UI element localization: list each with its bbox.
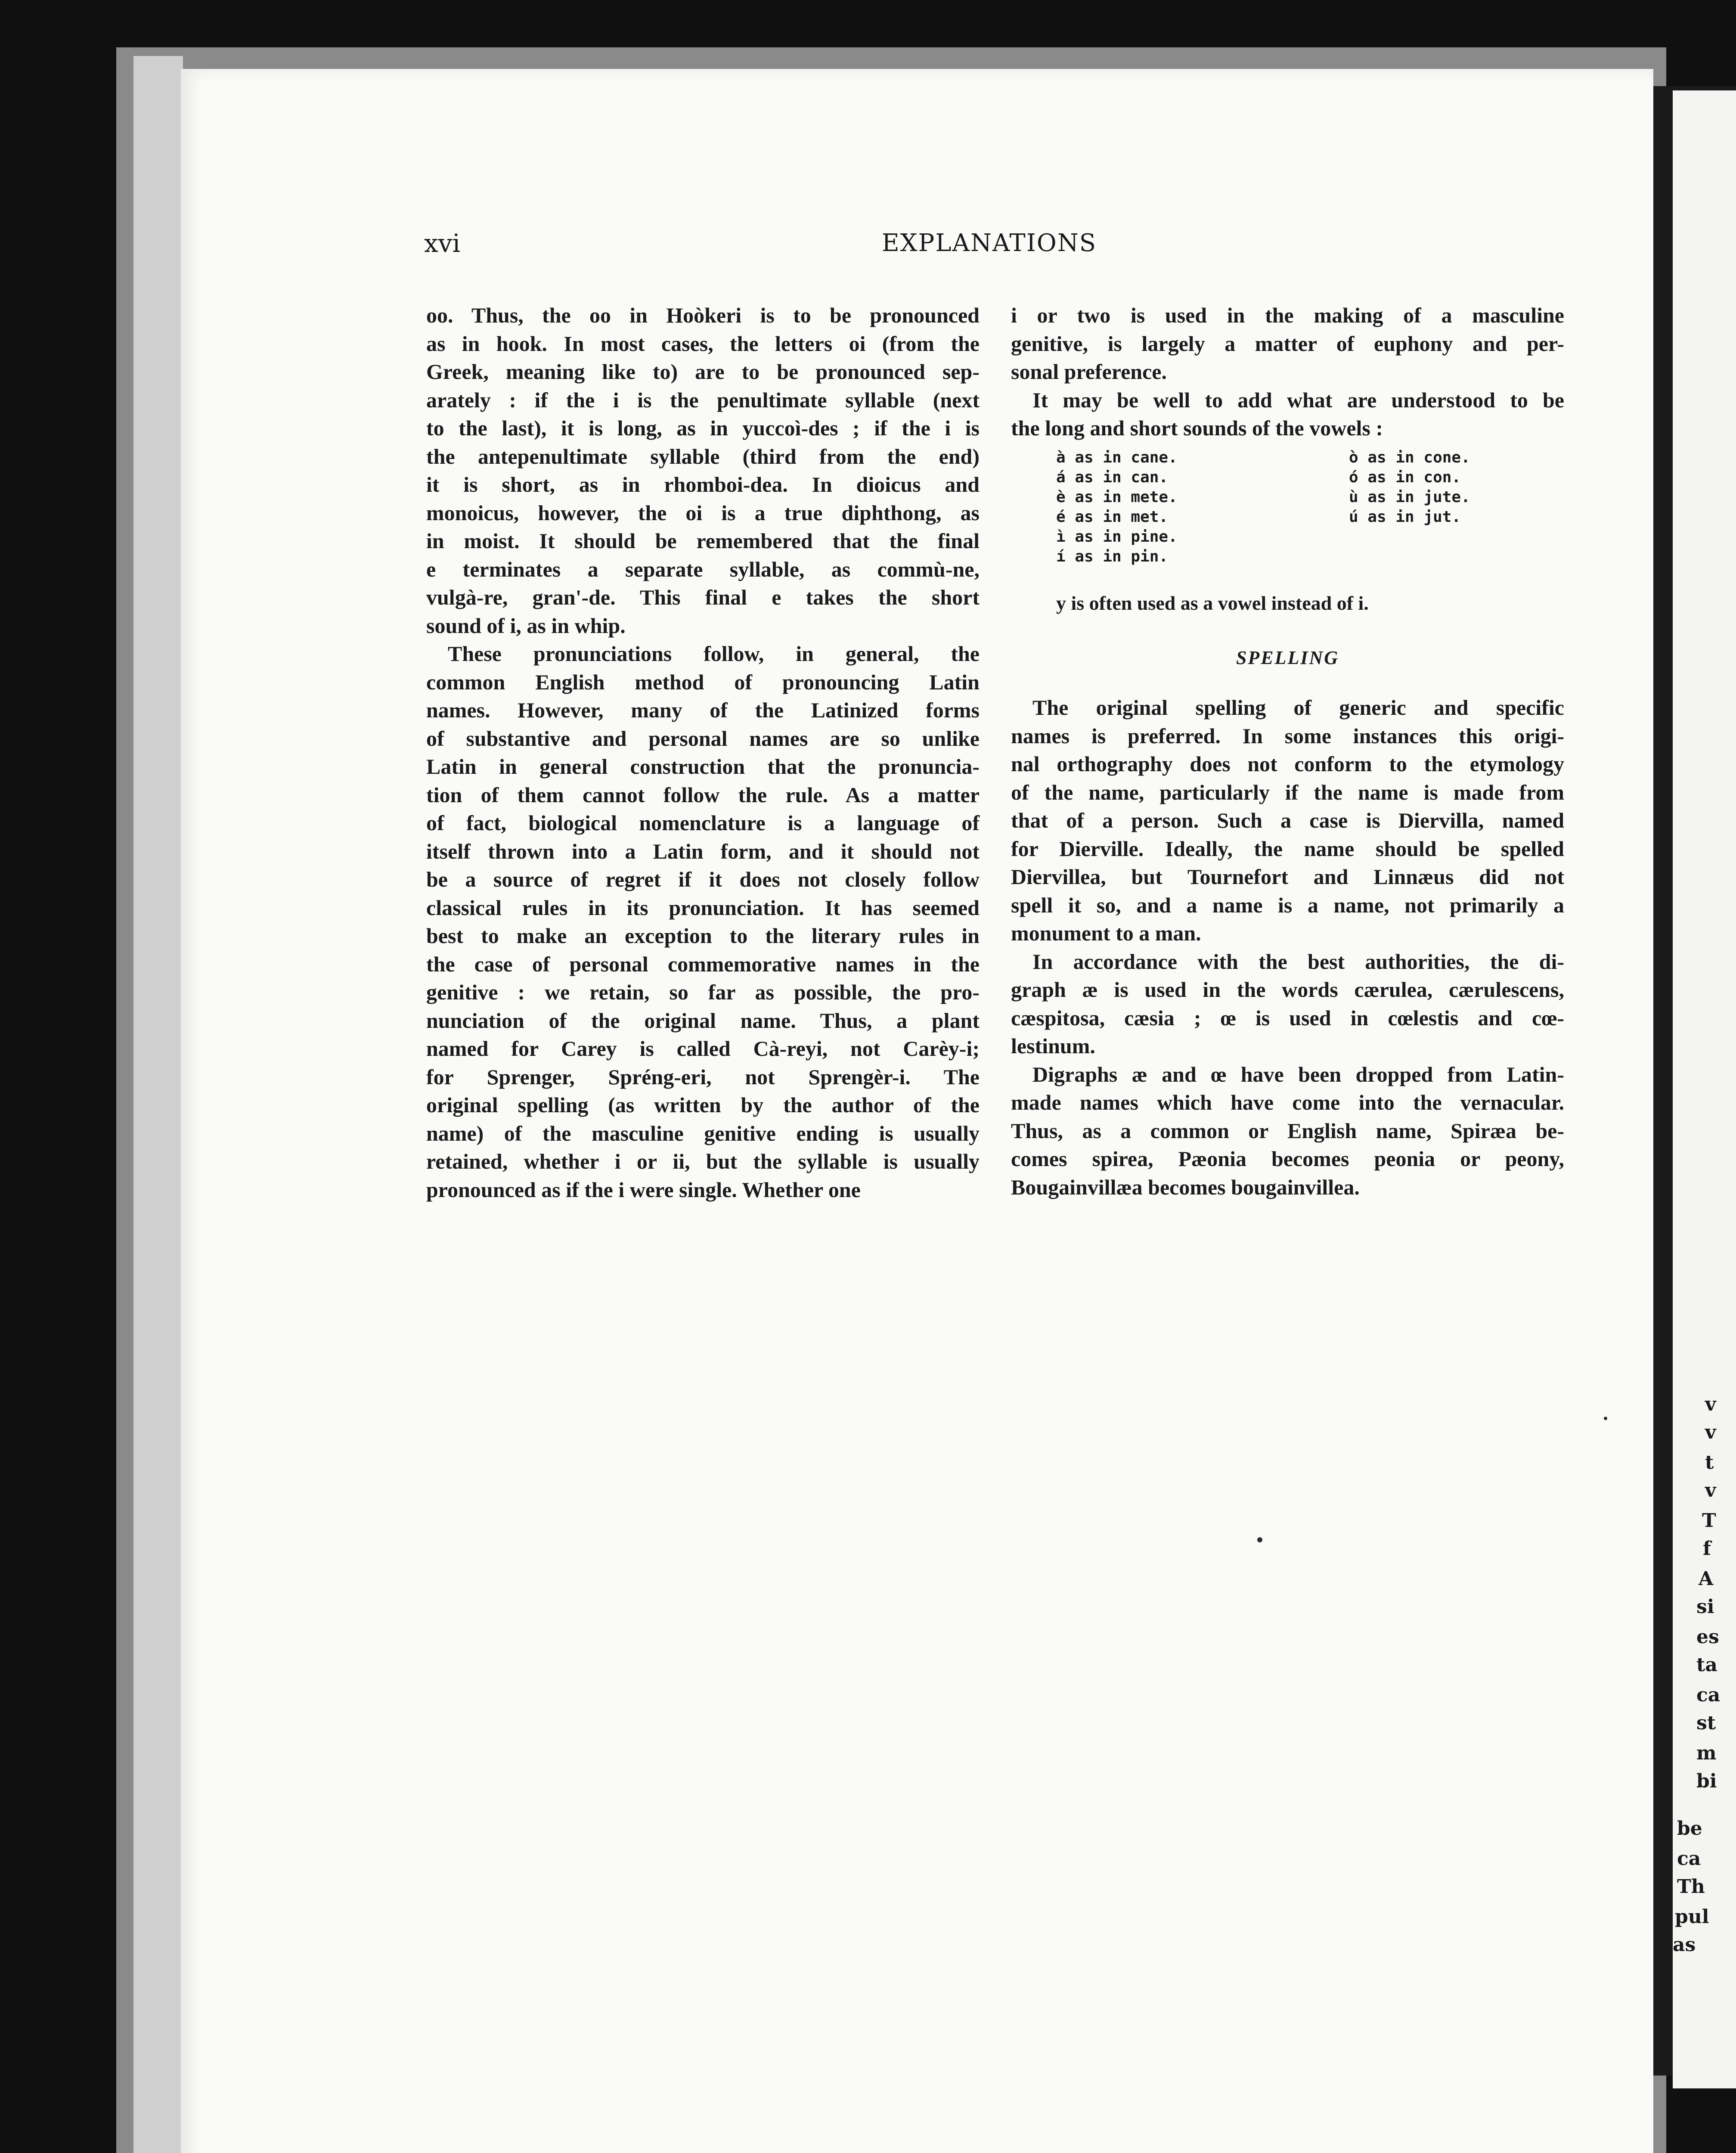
next-page-fragment: f: [1703, 1538, 1711, 1560]
text-line: in moist. It should be remembered that the final: [426, 529, 980, 553]
vowel-note: y is often used as a vowel instead of i.: [1056, 592, 1369, 614]
page-gutter: [133, 56, 183, 2153]
text-line: tion of them cannot follow the rule. As a matter: [426, 782, 980, 807]
text-line: monument to a man.: [1011, 921, 1201, 945]
vowel-column-long: [1056, 448, 1178, 567]
text-line: sonal preference.: [1011, 360, 1167, 384]
text-line: to the last), it is long, as in yuccoì-des ; if the i is: [426, 416, 980, 440]
text-line: be a source of regret if it does not closely follow: [426, 867, 980, 891]
vowel-entry: è as in mete.: [1056, 488, 1178, 506]
text-line: Greek, meaning like to) are to be pronounced sep-: [426, 360, 980, 384]
next-page-fragment: A: [1699, 1568, 1714, 1590]
next-page-fragment: ca: [1677, 1848, 1701, 1870]
next-page-fragment: m: [1696, 1742, 1717, 1764]
text-line: nunciation of the original name. Thus, a plant: [426, 1008, 980, 1033]
right-column: [1011, 301, 1564, 1201]
text-line: of substantive and personal names are so unlike: [426, 726, 980, 751]
text-line: pronounced as if the i were single. Whether one: [426, 1177, 861, 1202]
text-line: Diervillea, but Tournefort and Linnæus did not: [1011, 865, 1564, 889]
left-column: [426, 301, 980, 1204]
scan-speck: [157, 1197, 161, 1201]
scan-speck: [1257, 1537, 1262, 1542]
right-intro: [1011, 301, 1564, 443]
text-line: the long and short sounds of the vowels :: [1011, 416, 1383, 440]
text-line: sound of i, as in whip.: [426, 613, 626, 638]
text-line: oo. Thus, the oo in Hoòkeri is to be pronounced: [426, 303, 980, 327]
next-page-fragment: es: [1696, 1626, 1719, 1648]
text-line: arately : if the i is the penultimate syllable (next: [426, 388, 980, 412]
vowel-entry: ú as in jut.: [1349, 508, 1461, 526]
spelling-section: [1011, 694, 1564, 1201]
text-line: for Dierville. Ideally, the name should be spelled: [1011, 836, 1564, 861]
vowel-entry: í as in pin.: [1056, 547, 1169, 565]
next-page-edge: [1673, 90, 1736, 2088]
vowel-table: [1056, 448, 1564, 586]
text-line: Digraphs æ and œ have been dropped from Latin-: [1032, 1062, 1564, 1086]
text-line: itself thrown into a Latin form, and it should not: [426, 839, 980, 863]
text-line: names is preferred. In some instances this origi-: [1011, 723, 1564, 748]
text-line: the case of personal commemorative names in the: [426, 952, 980, 976]
page-number: xvi: [424, 229, 461, 258]
text-line: The original spelling of generic and specific: [1032, 695, 1564, 720]
next-page-fragment: si: [1696, 1596, 1714, 1618]
next-page-fragment: st: [1696, 1712, 1716, 1734]
text-line: Latin in general construction that the pronuncia-: [426, 754, 980, 779]
next-page-fragment: bi: [1696, 1770, 1717, 1792]
text-line: of fact, biological nomenclature is a language of: [426, 811, 980, 835]
text-line: nal orthography does not conform to the etymology: [1011, 752, 1564, 776]
text-line: e terminates a separate syllable, as commù-ne,: [426, 557, 980, 581]
text-line: classical rules in its pronunciation. It has seemed: [426, 895, 980, 920]
vowel-entry: á as in can.: [1056, 468, 1169, 486]
text-line: It may be well to add what are understood to be: [1032, 388, 1564, 412]
next-page-fragment: v: [1705, 1393, 1716, 1415]
text-line: lestinum.: [1011, 1034, 1095, 1058]
text-line: Thus, as a common or English name, Spiræa be-: [1011, 1118, 1564, 1143]
text-line: made names which have come into the vernacular.: [1011, 1090, 1564, 1114]
vowel-entry: à as in cane.: [1056, 448, 1178, 466]
text-line: In accordance with the best authorities, the di-: [1032, 949, 1564, 974]
next-page-fragment: as: [1673, 1934, 1696, 1956]
vowel-entry: ó as in con.: [1349, 468, 1461, 486]
text-line: the antepenultimate syllable (third from the end): [426, 444, 980, 468]
text-line: i or two is used in the making of a masculine: [1011, 303, 1564, 327]
next-page-fragment: t: [1705, 1452, 1714, 1474]
scan-speck: [1604, 1417, 1607, 1420]
text-line: names. However, many of the Latinized forms: [426, 698, 980, 722]
text-line: best to make an exception to the literary rules in: [426, 924, 980, 948]
vowel-entry: é as in met.: [1056, 508, 1169, 526]
next-page-fragment: be: [1677, 1818, 1702, 1840]
page-header: [424, 226, 1554, 261]
vowel-entry: ì as in pine.: [1056, 527, 1178, 546]
text-line: graph æ is used in the words cærulea, cærulescens,: [1011, 977, 1564, 1002]
text-line: These pronunciations follow, in general, the: [448, 642, 980, 666]
next-page-fragment: v: [1705, 1421, 1716, 1443]
vowel-column-short: [1349, 448, 1470, 527]
text-line: spell it so, and a name is a name, not primarily a: [1011, 893, 1564, 917]
text-line: it is short, as in rhomboi-dea. In dioicus and: [426, 472, 980, 496]
section-heading-spelling: SPELLING: [1236, 647, 1339, 668]
text-line: original spelling (as written by the author of the: [426, 1093, 980, 1117]
text-line: genitive : we retain, so far as possible, the pro-: [426, 980, 980, 1004]
vowel-entry: ù as in jute.: [1349, 488, 1470, 506]
next-page-fragment: ca: [1696, 1684, 1720, 1706]
next-page-fragment: v: [1705, 1480, 1716, 1502]
text-line: named for Carey is called Cà-reyi, not Carèy-i;: [426, 1036, 980, 1061]
text-line: comes spirea, Pæonia becomes peonia or peony,: [1011, 1147, 1564, 1171]
text-line: cæspitosa, cæsia ; œ is used in cœlestis and cœ-: [1011, 1005, 1564, 1030]
text-line: retained, whether i or ii, but the syllable is usually: [426, 1149, 980, 1173]
text-line: that of a person. Such a case is Diervilla, named: [1011, 808, 1564, 832]
text-line: as in hook. In most cases, the letters oi (from the: [426, 331, 980, 356]
page-title: EXPLANATIONS: [881, 229, 1097, 257]
next-page-fragment: ta: [1696, 1654, 1717, 1676]
next-page-fragment: Th: [1677, 1876, 1705, 1898]
text-line: genitive, is largely a matter of euphony and per-: [1011, 331, 1564, 356]
text-line: name) of the masculine genitive ending is usually: [426, 1121, 980, 1145]
vowel-entry: ò as in cone.: [1349, 448, 1470, 466]
text-line: vulgà-re, gran'-de. This final e takes the short: [426, 585, 980, 609]
text-line: of the name, particularly if the name is made from: [1011, 780, 1564, 804]
text-line: monoicus, however, the oi is a true diphthong, as: [426, 500, 980, 525]
next-page-fragment: pul: [1675, 1906, 1709, 1928]
text-line: common English method of pronouncing Latin: [426, 670, 980, 694]
text-line: for Sprenger, Spréng-eri, not Sprengèr-i. The: [426, 1064, 980, 1089]
text-line: Bougainvillæa becomes bougainvillea.: [1011, 1175, 1360, 1199]
next-page-fragment: T: [1702, 1510, 1716, 1532]
